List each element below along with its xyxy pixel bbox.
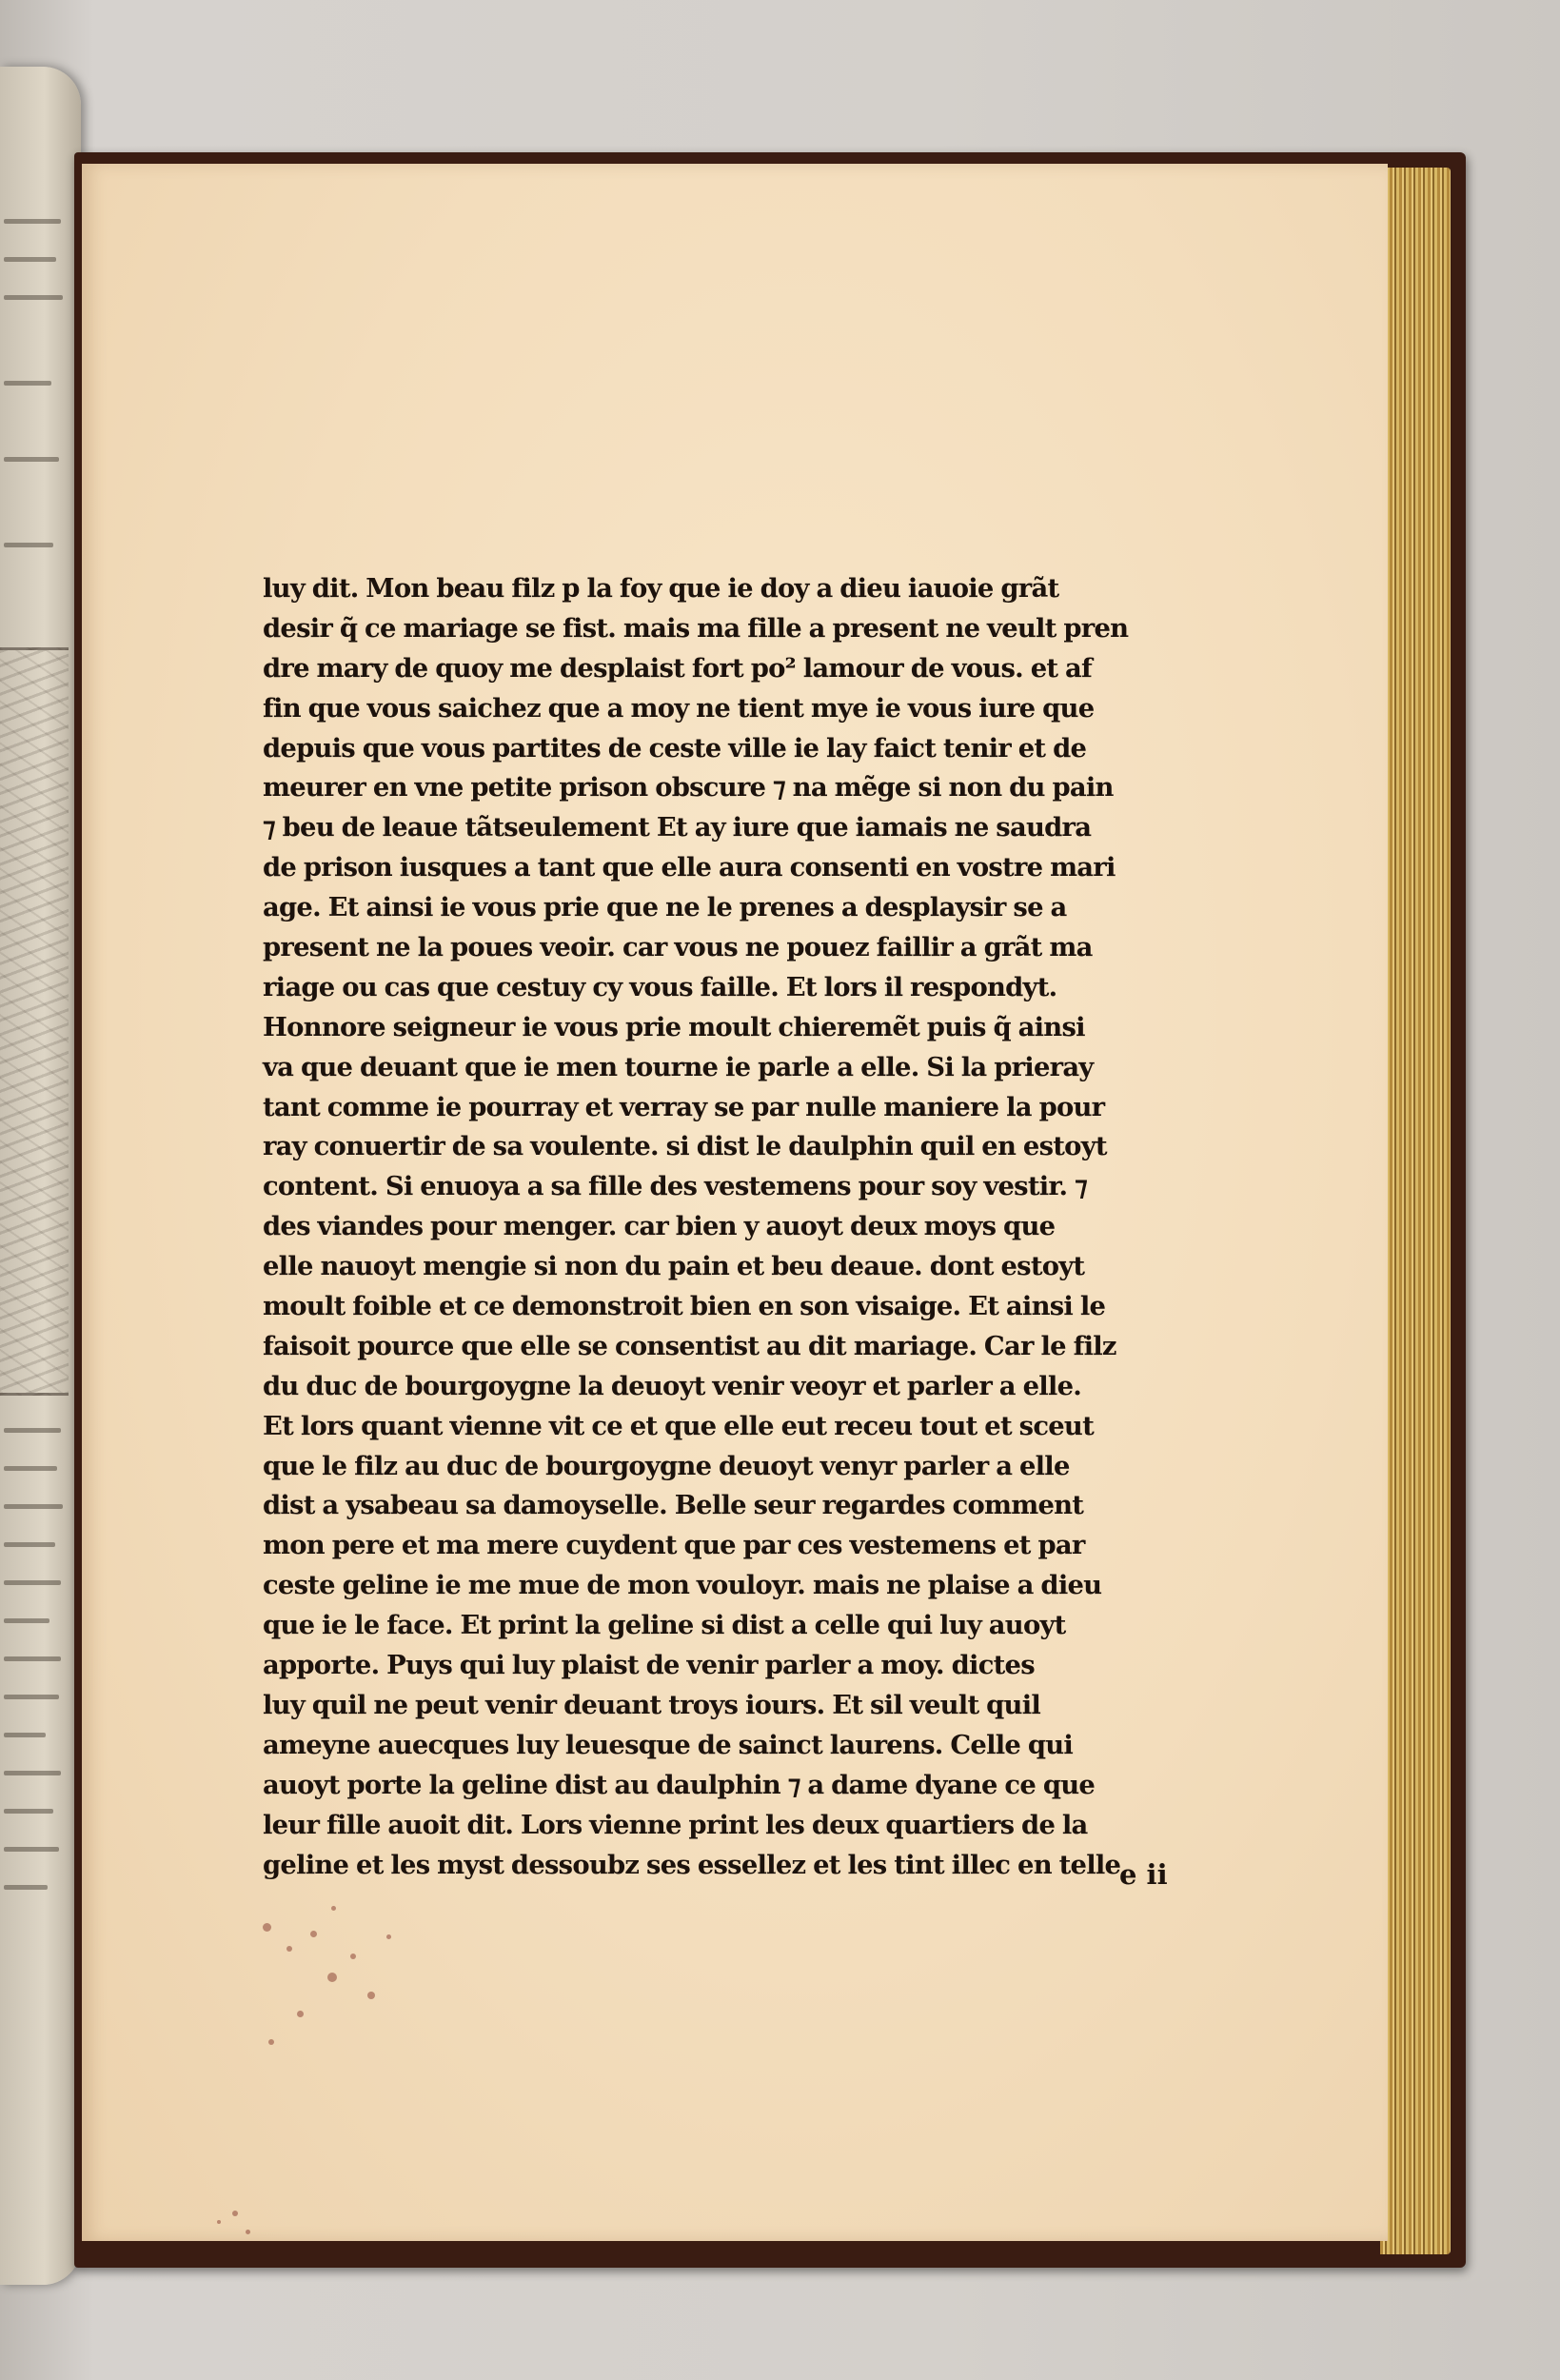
text-line: tant comme ie pourray et verray se par nulle maniere la pour bbox=[263, 1091, 1105, 1122]
text-line: du duc de bourgoygne la deuoyt venir veoyr et parler a elle. bbox=[263, 1370, 1082, 1401]
text-line: desir q̃ ce mariage se fist. mais ma fille a present ne veult pren bbox=[263, 612, 1129, 644]
text-line: des viandes pour menger. car bien y auoyt deux moys que bbox=[263, 1211, 1056, 1242]
ghost-text-line bbox=[4, 1542, 55, 1547]
ghost-text-line bbox=[4, 295, 63, 300]
ghost-text-line bbox=[4, 1771, 61, 1775]
foxing-spot bbox=[331, 1906, 336, 1911]
previous-page-edge bbox=[0, 67, 81, 2285]
foxing-spot bbox=[350, 1954, 356, 1959]
ghost-text-line bbox=[4, 1695, 59, 1699]
text-line: que le filz au duc de bourgoygne deuoyt venyr parler a elle bbox=[263, 1450, 1070, 1481]
foxing-spot bbox=[386, 1934, 391, 1939]
text-line: dist a ysabeau sa damoyselle. Belle seur regardes comment bbox=[263, 1490, 1084, 1521]
text-line: present ne la poues veoir. car vous ne pouez faillir a grãt ma bbox=[263, 932, 1093, 963]
ghost-text-line bbox=[4, 543, 53, 547]
foxing-spot bbox=[286, 1946, 292, 1952]
text-block bbox=[263, 569, 1262, 1885]
text-line: content. Si enuoya a sa fille des vestemens pour soy vestir. ⁊ bbox=[263, 1171, 1087, 1202]
text-line: leur fille auoit dit. Lors vienne print les deux quartiers de la bbox=[263, 1809, 1088, 1840]
ghost-text-line bbox=[4, 1885, 48, 1890]
foxing-spot bbox=[268, 2039, 274, 2045]
foxing-spot bbox=[246, 2230, 250, 2234]
ghost-text-line bbox=[4, 1809, 53, 1814]
text-line: apporte. Puys qui luy plaist de venir parler a moy. dictes bbox=[263, 1650, 1035, 1681]
foxing-spot bbox=[327, 1973, 337, 1982]
text-line: ameyne auecques luy leuesque de sainct laurens. Celle qui bbox=[263, 1729, 1074, 1760]
text-line: meurer en vne petite prison obscure ⁊ na mẽge si non du pain bbox=[263, 772, 1114, 803]
woodcut-illustration bbox=[0, 647, 69, 1396]
text-line: de prison iusques a tant que elle aura consenti en vostre mari bbox=[263, 852, 1116, 883]
text-line: age. Et ainsi ie vous prie que ne le prenes a desplaysir se a bbox=[263, 892, 1067, 923]
foxing-spot bbox=[297, 2011, 304, 2017]
text-line: fin que vous saichez que a moy ne tient mye ie vous iure que bbox=[263, 692, 1095, 724]
signature-mark: e ii bbox=[1119, 1858, 1168, 1891]
ghost-text-line bbox=[4, 219, 61, 224]
foxing-spot bbox=[310, 1931, 317, 1937]
gilt-page-edges bbox=[1380, 168, 1451, 2254]
text-line: ray conuertir de sa voulente. si dist le daulphin quil en estoyt bbox=[263, 1131, 1107, 1162]
foxing-spot bbox=[232, 2211, 238, 2216]
text-line: luy quil ne peut venir deuant troys iours. Et sil veult quil bbox=[263, 1689, 1041, 1720]
foxing-spot bbox=[217, 2220, 221, 2224]
book-page bbox=[82, 164, 1388, 2241]
ghost-text-line bbox=[4, 457, 59, 462]
ghost-text-line bbox=[4, 1847, 59, 1852]
ghost-text-line bbox=[4, 1733, 46, 1737]
text-line: dre mary de quoy me desplaist fort po² lamour de vous. et af bbox=[263, 652, 1093, 684]
text-line: auoyt porte la geline dist au daulphin ⁊ a dame dyane ce que bbox=[263, 1769, 1096, 1800]
ghost-text-line bbox=[4, 1504, 63, 1509]
ghost-text-line bbox=[4, 1466, 57, 1471]
ghost-text-line bbox=[4, 1618, 49, 1623]
text-line: depuis que vous partites de ceste ville ie lay faict tenir et de bbox=[263, 732, 1087, 764]
ghost-text-line bbox=[4, 1580, 61, 1585]
ghost-text-line bbox=[4, 381, 51, 386]
foxing-spot bbox=[367, 1992, 375, 1999]
text-line: faisoit pource que elle se consentist au dit mariage. Car le filz bbox=[263, 1330, 1116, 1361]
foxing-spot bbox=[263, 1923, 271, 1932]
text-line: moult foible et ce demonstroit bien en son visaige. Et ainsi le bbox=[263, 1291, 1106, 1322]
text-line: va que deuant que ie men tourne ie parle a elle. Si la prieray bbox=[263, 1051, 1094, 1082]
text-line: Et lors quant vienne vit ce et que elle eut receu tout et sceut bbox=[263, 1410, 1094, 1441]
ghost-text-line bbox=[4, 1656, 61, 1661]
text-line: que ie le face. Et print la geline si dist a celle qui luy auoyt bbox=[263, 1610, 1066, 1641]
text-line: ceste geline ie me mue de mon vouloyr. mais ne plaise a dieu bbox=[263, 1570, 1102, 1601]
text-line: mon pere et ma mere cuydent que par ces vestemens et par bbox=[263, 1530, 1085, 1561]
text-line: Honnore seigneur ie vous prie moult chieremẽt puis q̃ ainsi bbox=[263, 1011, 1085, 1042]
text-line: riage ou cas que cestuy cy vous faille. Et lors il respondyt. bbox=[263, 971, 1057, 1002]
ghost-text-line bbox=[4, 257, 56, 262]
text-line: ⁊ beu de leaue tãtseulement Et ay iure que iamais ne saudra bbox=[263, 812, 1092, 843]
text-line: elle nauoyt mengie si non du pain et beu deaue. dont estoyt bbox=[263, 1251, 1085, 1282]
ghost-text-line bbox=[4, 1428, 61, 1433]
text-line: luy dit. Mon beau filz p la foy que ie doy a dieu iauoie grãt bbox=[263, 573, 1059, 604]
text-line: geline et les myst dessoubz ses essellez et les tint illec en telle bbox=[263, 1849, 1121, 1880]
